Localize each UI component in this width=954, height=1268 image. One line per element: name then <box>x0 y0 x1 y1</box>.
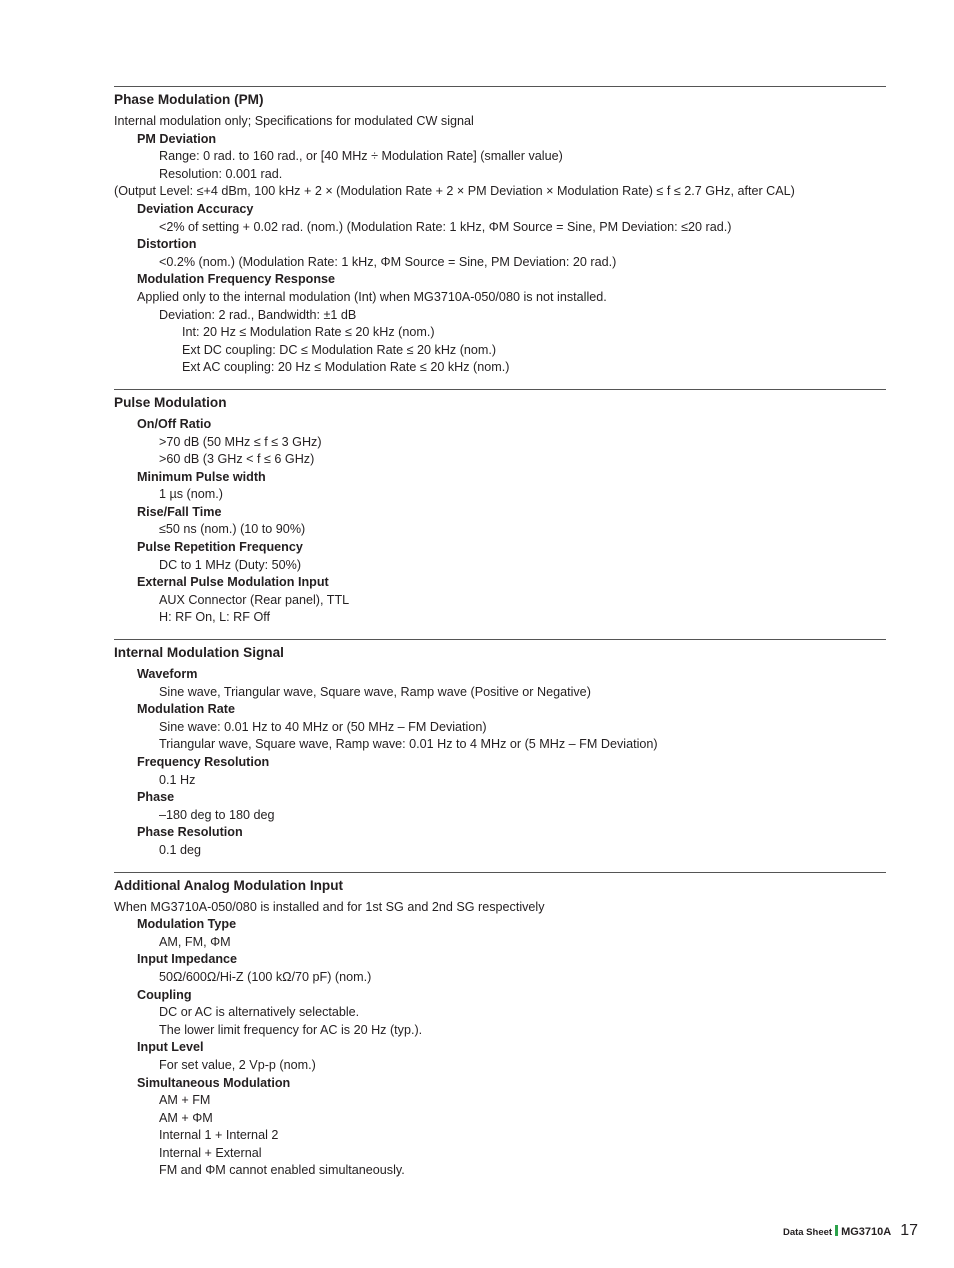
spec-line: 50Ω/600Ω/Hi-Z (100 kΩ/70 pF) (nom.) <box>159 969 372 984</box>
spec-heading: Modulation Rate <box>137 702 235 717</box>
spec-line: <2% of setting + 0.02 rad. (nom.) (Modulation Rate: 1 kHz, ΦM Source = Sine, PM Deviation: ≤20 rad.) <box>159 219 732 234</box>
spec-line: Range: 0 rad. to 160 rad., or [40 MHz ÷ Modulation Rate] (smaller value) <box>159 149 563 164</box>
spec-heading: Waveform <box>137 667 198 682</box>
spec-line: 0.1 deg <box>159 842 202 857</box>
spec-line: (Output Level: ≤+4 dBm, 100 kHz + 2 × (Modulation Rate + 2 × PM Deviation × Modulation Rate) ≤ f ≤ 2.7 GHz, after CAL) <box>114 184 795 199</box>
spec-line: Deviation: 2 rad., Bandwidth: ±1 dB <box>159 307 357 322</box>
section-title: Pulse Modulation <box>114 394 227 410</box>
footer-model: MG3710A <box>841 1226 892 1238</box>
spec-heading: Phase <box>137 790 175 805</box>
spec-heading: Pulse Repetition Frequency <box>137 540 303 555</box>
spec-line: 1 µs (nom.) <box>159 487 223 502</box>
spec-line: Int: 20 Hz ≤ Modulation Rate ≤ 20 kHz (nom.) <box>182 325 435 340</box>
section-title: Additional Analog Modulation Input <box>114 877 344 893</box>
spec-line: DC or AC is alternatively selectable. <box>159 1005 360 1020</box>
spec-heading: Deviation Accuracy <box>137 201 254 216</box>
spec-line: AM + ΦM <box>159 1110 213 1125</box>
spec-heading: Frequency Resolution <box>137 755 270 769</box>
spec-line: DC to 1 MHz (Duty: 50%) <box>159 557 302 572</box>
spec-heading: Distortion <box>137 237 197 252</box>
spec-heading: Input Level <box>137 1040 204 1055</box>
spec-line: Resolution: 0.001 rad. <box>159 166 283 181</box>
spec-line: The lower limit frequency for AC is 20 Hz (typ.). <box>159 1022 423 1037</box>
spec-line: ≤50 ns (nom.) (10 to 90%) <box>159 522 306 537</box>
spec-line: When MG3710A-050/080 is installed and for 1st SG and 2nd SG respectively <box>114 899 545 914</box>
section-lines <box>114 899 886 1181</box>
spec-heading: Modulation Type <box>137 917 237 932</box>
section-lines <box>114 666 886 860</box>
section-lines <box>114 113 886 377</box>
spec-line: H: RF On, L: RF Off <box>159 610 271 625</box>
spec-heading: Phase Resolution <box>137 825 243 840</box>
spec-heading: Minimum Pulse width <box>137 469 266 484</box>
section-1 <box>114 389 886 627</box>
spec-line: Ext DC coupling: DC ≤ Modulation Rate ≤ 20 kHz (nom.) <box>182 342 497 357</box>
spec-line: Triangular wave, Square wave, Ramp wave: 0.01 Hz to 4 MHz or (5 MHz – FM Deviation) <box>159 737 658 752</box>
spec-line: Sine wave: 0.01 Hz to 40 MHz or (50 MHz – FM Deviation) <box>159 719 487 734</box>
spec-line: >60 dB (3 GHz < f ≤ 6 GHz) <box>159 452 315 467</box>
spec-heading: Coupling <box>137 987 192 1002</box>
spec-heading: Modulation Frequency Response <box>137 272 336 287</box>
spec-line: AUX Connector (Rear panel), TTL <box>159 592 350 607</box>
section-3 <box>114 872 886 1181</box>
spec-line: Sine wave, Triangular wave, Square wave, Ramp wave (Positive or Negative) <box>159 684 591 699</box>
spec-line: Ext AC coupling: 20 Hz ≤ Modulation Rate ≤ 20 kHz (nom.) <box>182 360 510 375</box>
spec-content <box>114 86 886 1192</box>
section-title: Internal Modulation Signal <box>114 645 284 661</box>
spec-line: AM, FM, ΦM <box>159 934 231 949</box>
spec-line: Internal modulation only; Specifications for modulated CW signal <box>114 114 474 128</box>
spec-line: >70 dB (50 MHz ≤ f ≤ 3 GHz) <box>159 434 322 449</box>
section-title: Phase Modulation (PM) <box>114 92 264 107</box>
footer-doc-type: Data Sheet <box>782 1227 833 1238</box>
spec-heading: Simultaneous Modulation <box>137 1075 291 1090</box>
footer-accent-bar <box>835 1225 838 1236</box>
spec-heading: On/Off Ratio <box>137 416 212 431</box>
spec-line: <0.2% (nom.) (Modulation Rate: 1 kHz, ΦM Source = Sine, PM Deviation: 20 rad.) <box>159 254 617 269</box>
spec-line: 0.1 Hz <box>159 772 196 787</box>
spec-line: Applied only to the internal modulation (Int) when MG3710A-050/080 is not installed. <box>137 289 607 304</box>
spec-line: Internal 1 + Internal 2 <box>159 1128 279 1143</box>
spec-line: –180 deg to 180 deg <box>159 807 275 822</box>
section-2 <box>114 639 886 860</box>
spec-line: FM and ΦM cannot enabled simultaneously. <box>159 1163 405 1178</box>
spec-heading: Input Impedance <box>137 952 238 967</box>
spec-heading: External Pulse Modulation Input <box>137 575 329 590</box>
section-lines <box>114 416 886 627</box>
spec-line: For set value, 2 Vp-p (nom.) <box>159 1057 316 1072</box>
page-number: 17 <box>900 1222 918 1239</box>
page-footer <box>783 1222 918 1240</box>
spec-heading: Rise/Fall Time <box>137 504 222 519</box>
spec-line: Internal + External <box>159 1145 262 1160</box>
spec-heading: PM Deviation <box>137 131 217 146</box>
spec-line: AM + FM <box>159 1093 211 1108</box>
section-0 <box>114 86 886 377</box>
